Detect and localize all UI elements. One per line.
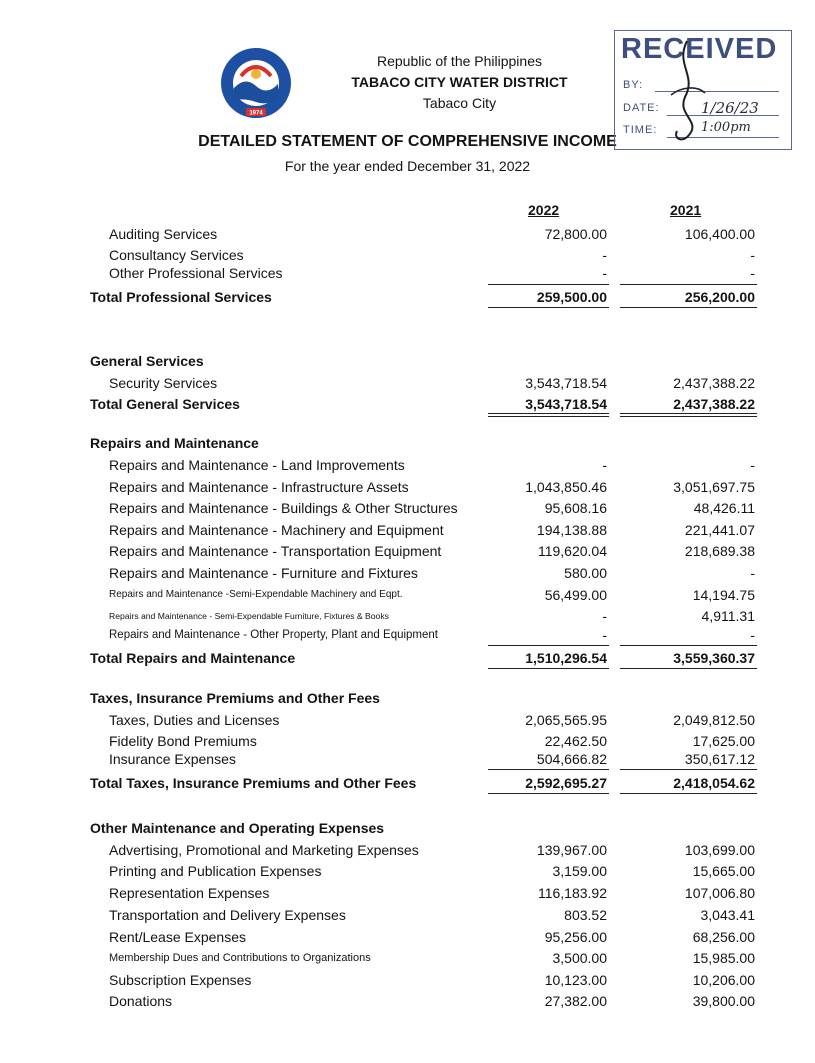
section-heading (0, 351, 815, 371)
total-row (0, 394, 815, 414)
section-title: Taxes, Insurance Premiums and Other Fees (90, 690, 380, 706)
value-2022: 3,543,718.54 (525, 375, 607, 391)
logo-year: 1974 (249, 110, 263, 117)
stamp-date-label: DATE: (623, 102, 660, 114)
value-2022: 119,620.04 (537, 543, 607, 559)
value-2021: 15,665.00 (692, 863, 755, 879)
table-row (0, 373, 815, 393)
value-2022: - (602, 627, 607, 643)
value-2021: 106,400.00 (684, 226, 755, 242)
value-2022: 27,382.00 (544, 993, 607, 1009)
total-rule (620, 793, 757, 794)
table-row (0, 970, 815, 990)
row-label: Repairs and Maintenance - Transportation Equipment (109, 543, 442, 559)
row-label: Repairs and Maintenance - Infrastructure Assets (109, 479, 409, 495)
total-label: Total Taxes, Insurance Premiums and Other Fees (90, 775, 417, 791)
row-label: Rent/Lease Expenses (109, 929, 246, 945)
section-title: Repairs and Maintenance (90, 435, 259, 451)
total-rule (488, 413, 609, 414)
column-header-2022: 2022 (528, 202, 560, 218)
value-2021: 221,441.07 (684, 522, 755, 538)
value-2021: 10,206.00 (692, 972, 755, 988)
value-2021: 39,800.00 (692, 993, 755, 1009)
table-row (0, 477, 815, 497)
header-city: Tabaco City (422, 95, 497, 111)
total-label: Total Professional Services (90, 289, 272, 305)
total-label: Total Repairs and Maintenance (90, 650, 296, 666)
value-2021: 103,699.00 (684, 842, 755, 858)
value-2021: 3,043.41 (700, 907, 755, 923)
value-2021: 2,049,812.50 (673, 712, 755, 728)
value-2021: 14,194.75 (692, 587, 755, 603)
stamp-by-label: BY: (623, 79, 644, 91)
row-label: Repairs and Maintenance - Machinery and Equipment (109, 522, 444, 538)
total-2021: 256,200.00 (684, 289, 755, 305)
value-2022: 95,608.16 (544, 500, 607, 516)
row-label: Membership Dues and Contributions to Organizations (109, 952, 371, 964)
value-2021: - (750, 265, 755, 281)
table-row (0, 625, 815, 645)
value-2022: 194,138.88 (536, 522, 607, 538)
value-2021: - (750, 457, 755, 473)
value-2021: 4,911.31 (701, 608, 755, 624)
received-stamp (614, 30, 792, 150)
total-row (0, 287, 815, 307)
value-2021: 15,985.00 (692, 950, 755, 966)
table-row (0, 840, 815, 860)
value-2021: 68,256.00 (692, 929, 755, 945)
total-rule (488, 793, 609, 794)
subtotal-rule (620, 284, 757, 285)
total-2021: 2,437,388.22 (673, 396, 755, 412)
value-2021: 17,625.00 (692, 733, 755, 749)
table-row (0, 541, 815, 561)
row-label: Transportation and Delivery Expenses (109, 907, 346, 923)
table-row (0, 520, 815, 540)
signature-icon (667, 35, 707, 149)
value-2021: 48,426.11 (693, 500, 755, 516)
value-2021: 2,437,388.22 (673, 375, 755, 391)
total-row (0, 773, 815, 793)
value-2022: 139,967.00 (536, 842, 607, 858)
value-2022: 10,123.00 (544, 972, 607, 988)
value-2022: 2,065,565.95 (525, 712, 607, 728)
row-label: Repairs and Maintenance - Buildings & Other Structures (109, 500, 458, 516)
row-label: Consultancy Services (109, 247, 244, 263)
value-2022: - (602, 608, 607, 624)
stamp-time-label: TIME: (623, 124, 658, 136)
total-rule (620, 413, 757, 414)
table-row (0, 710, 815, 730)
value-2021: 107,006.80 (684, 885, 755, 901)
value-2022: - (602, 457, 607, 473)
table-row (0, 263, 815, 283)
value-2022: 72,800.00 (544, 226, 607, 242)
total-2021: 3,559,360.37 (673, 650, 755, 666)
total-label: Total General Services (90, 396, 240, 412)
header-org-name: TABACO CITY WATER DISTRICT (351, 74, 568, 90)
table-row (0, 245, 815, 265)
row-label: Taxes, Duties and Licenses (109, 712, 280, 728)
row-label: Repairs and Maintenance -Semi-Expendable Machinery and Eqpt. (109, 589, 403, 600)
table-row (0, 883, 815, 903)
total-rule (620, 416, 757, 417)
row-label: Advertising, Promotional and Marketing Expenses (109, 842, 419, 858)
total-rule (488, 668, 609, 669)
value-2021: 218,689.38 (684, 543, 755, 559)
table-row (0, 991, 815, 1011)
row-label: Donations (109, 993, 173, 1009)
total-2022: 3,543,718.54 (525, 396, 607, 412)
subtotal-rule (620, 645, 757, 646)
row-label: Other Professional Services (109, 265, 283, 281)
table-row (0, 563, 815, 583)
total-2022: 259,500.00 (536, 289, 607, 305)
value-2022: 22,462.50 (544, 733, 607, 749)
value-2022: 3,159.00 (552, 863, 607, 879)
value-2021: - (750, 627, 755, 643)
stamp-time-value: 1:00pm (701, 120, 751, 135)
row-label: Subscription Expenses (109, 972, 252, 988)
value-2022: 1,043,850.46 (525, 479, 607, 495)
section-heading (0, 688, 815, 708)
statement-subtitle: For the year ended December 31, 2022 (284, 158, 531, 174)
header-line-1: Republic of the Philippines (377, 53, 542, 69)
subtotal-rule (620, 769, 757, 770)
total-rule (488, 416, 609, 417)
total-rule (620, 307, 757, 308)
row-label: Printing and Publication Expenses (109, 863, 322, 879)
stamp-title: RECEIVED (621, 33, 778, 65)
table-row (0, 224, 815, 244)
total-2022: 1,510,296.54 (525, 650, 607, 666)
value-2021: 3,051,697.75 (673, 479, 755, 495)
table-row (0, 749, 815, 769)
total-row (0, 648, 815, 668)
subtotal-rule (488, 284, 609, 285)
row-label: Auditing Services (109, 226, 218, 242)
table-row (0, 905, 815, 925)
row-label: Repairs and Maintenance - Other Property, Plant and Equipment (109, 629, 438, 641)
row-label: Representation Expenses (109, 885, 270, 901)
value-2021: 350,617.12 (684, 751, 755, 767)
table-row (0, 731, 815, 751)
table-row (0, 606, 815, 626)
value-2022: - (602, 247, 607, 263)
value-2022: 3,500.00 (552, 950, 607, 966)
value-2022: 580.00 (564, 565, 607, 581)
stamp-date-value: 1/26/23 (701, 99, 759, 117)
table-row (0, 498, 815, 518)
value-2021: - (750, 247, 755, 263)
value-2022: - (602, 265, 607, 281)
total-2022: 2,592,695.27 (525, 775, 607, 791)
value-2022: 803.52 (564, 907, 607, 923)
column-header-2021: 2021 (670, 202, 702, 218)
table-row (0, 585, 815, 605)
row-label: Repairs and Maintenance - Land Improvements (109, 457, 405, 473)
value-2022: 504,666.82 (536, 751, 607, 767)
table-row (0, 455, 815, 475)
row-label: Insurance Expenses (109, 751, 236, 767)
table-row (0, 927, 815, 947)
row-label: Repairs and Maintenance - Semi-Expendable Furniture, Fixtures & Books (109, 611, 389, 621)
value-2022: 95,256.00 (544, 929, 607, 945)
total-rule (488, 307, 609, 308)
table-row (0, 861, 815, 881)
statement-title: DETAILED STATEMENT OF COMPREHENSIVE INCOME (198, 133, 617, 150)
value-2022: 116,183.92 (537, 885, 607, 901)
table-row (0, 948, 815, 968)
section-heading (0, 433, 815, 453)
subtotal-rule (488, 645, 609, 646)
section-heading (0, 818, 815, 838)
row-label: Security Services (109, 375, 218, 391)
total-2021: 2,418,054.62 (673, 775, 755, 791)
section-title: General Services (90, 353, 204, 369)
value-2021: - (750, 565, 755, 581)
value-2022: 56,499.00 (544, 587, 607, 603)
subtotal-rule (488, 769, 609, 770)
section-title: Other Maintenance and Operating Expenses (90, 820, 385, 836)
total-rule (620, 668, 757, 669)
row-label: Fidelity Bond Premiums (109, 733, 257, 749)
row-label: Repairs and Maintenance - Furniture and Fixtures (109, 565, 418, 581)
